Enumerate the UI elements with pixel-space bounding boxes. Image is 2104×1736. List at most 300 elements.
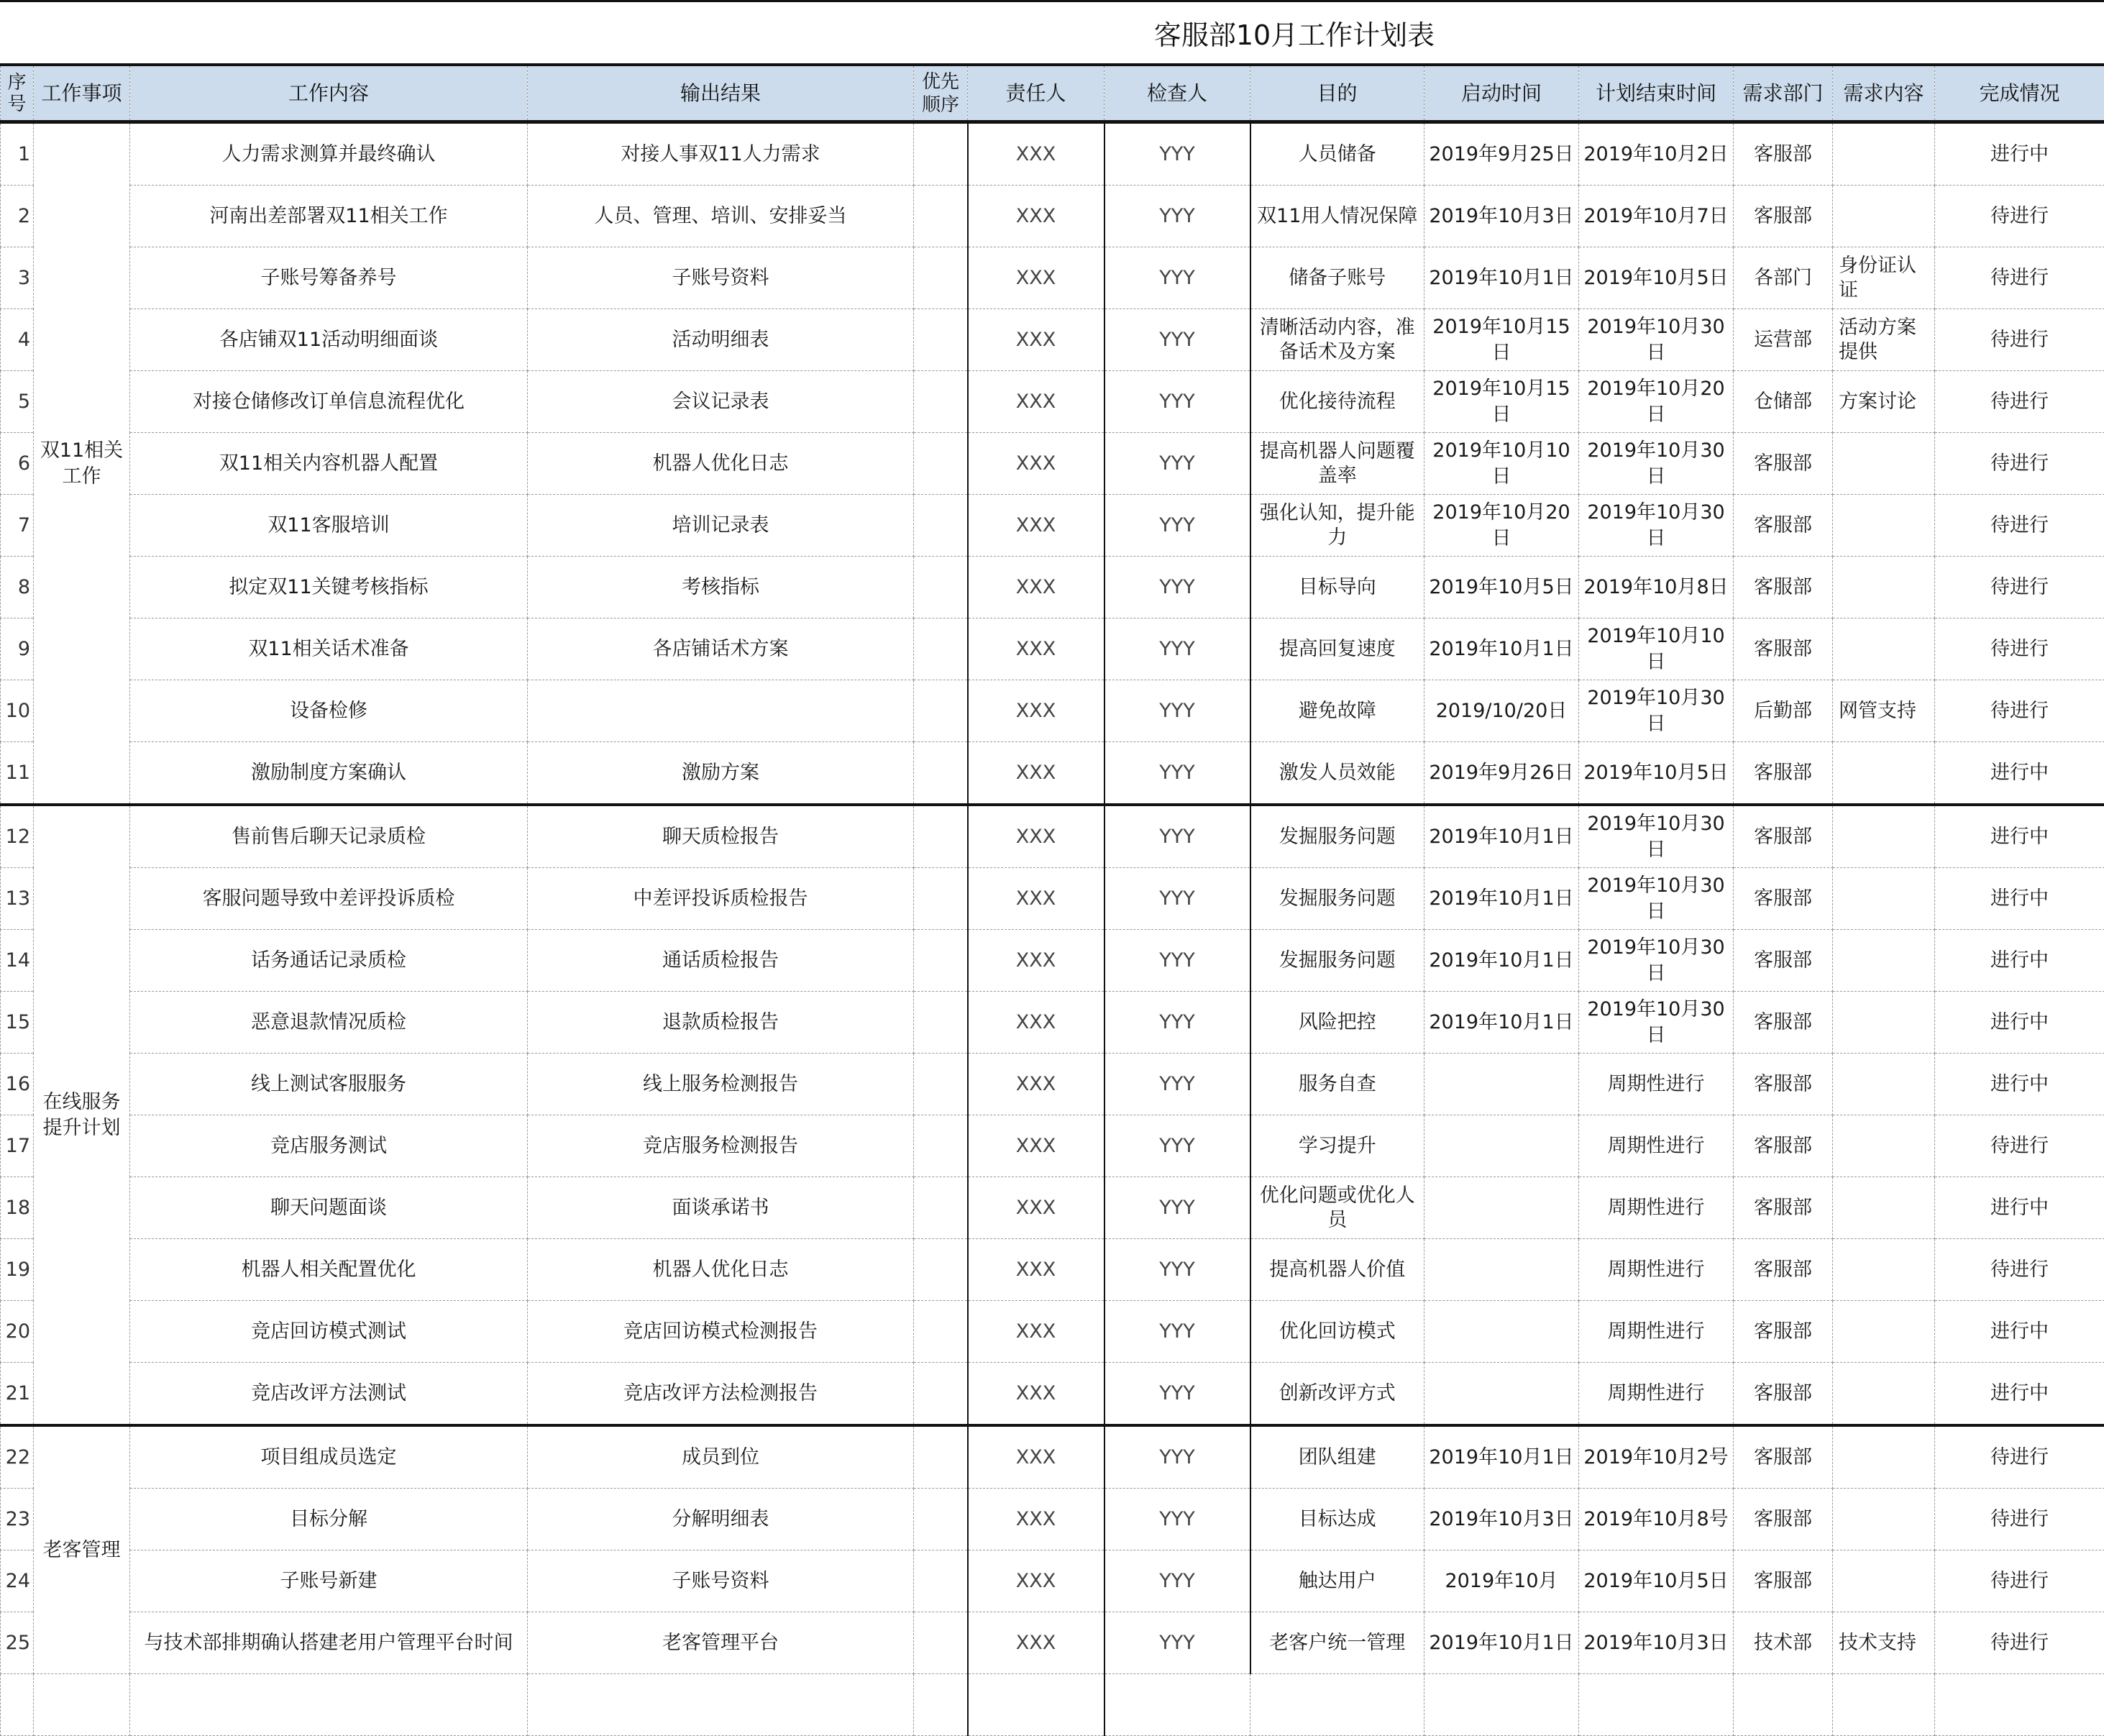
cell-checker[interactable]: YYY bbox=[1104, 1115, 1250, 1177]
cell-end[interactable]: 2019年10月30日 bbox=[1579, 495, 1734, 557]
cell-start[interactable]: 2019年10月1日 bbox=[1424, 1612, 1579, 1674]
cell-content[interactable]: 客服问题导致中差评投诉质检 bbox=[130, 868, 528, 930]
header-content[interactable]: 工作内容 bbox=[130, 65, 528, 122]
cell-start[interactable]: 2019年10月 bbox=[1424, 1550, 1579, 1612]
cell-output[interactable]: 竞店改评方法检测报告 bbox=[528, 1363, 914, 1426]
cell-status[interactable]: 待进行 bbox=[1935, 186, 2104, 247]
cell-checker[interactable]: YYY bbox=[1104, 805, 1250, 868]
header-dept[interactable]: 需求部门 bbox=[1734, 65, 1833, 122]
cell-seq[interactable]: 16 bbox=[1, 1054, 34, 1115]
cell-purpose[interactable]: 清晰活动内容，准备话术及方案 bbox=[1250, 309, 1424, 371]
cell-output[interactable]: 培训记录表 bbox=[528, 495, 914, 557]
cell-need[interactable]: 技术支持 bbox=[1833, 1612, 1935, 1674]
cell-seq[interactable]: 18 bbox=[1, 1177, 34, 1239]
cell-purpose[interactable]: 激发人员效能 bbox=[1250, 742, 1424, 805]
cell-start[interactable]: 2019年10月1日 bbox=[1424, 247, 1579, 309]
cell-status[interactable]: 待进行 bbox=[1935, 557, 2104, 618]
cell-checker[interactable]: YYY bbox=[1104, 371, 1250, 433]
cell-checker[interactable]: YYY bbox=[1104, 1612, 1250, 1674]
cell-priority[interactable] bbox=[914, 1425, 968, 1489]
cell-start[interactable]: 2019年10月10日 bbox=[1424, 433, 1579, 495]
cell-output[interactable]: 退款质检报告 bbox=[528, 992, 914, 1054]
cell-checker[interactable]: YYY bbox=[1104, 680, 1250, 742]
cell-status[interactable]: 进行中 bbox=[1935, 1177, 2104, 1239]
cell-output[interactable]: 考核指标 bbox=[528, 557, 914, 618]
cell-status[interactable]: 进行中 bbox=[1935, 805, 2104, 868]
title-row[interactable] bbox=[0, 0, 2104, 65]
cell-checker[interactable]: YYY bbox=[1104, 433, 1250, 495]
cell-start[interactable] bbox=[1424, 1363, 1579, 1426]
cell-owner[interactable]: XXX bbox=[968, 1115, 1104, 1177]
cell-need[interactable]: 身份证认证 bbox=[1833, 247, 1935, 309]
cell-priority[interactable] bbox=[914, 742, 968, 805]
header-priority[interactable]: 优先顺序 bbox=[914, 65, 968, 122]
cell-need[interactable] bbox=[1833, 805, 1935, 868]
cell-owner[interactable]: XXX bbox=[968, 1425, 1104, 1489]
cell-work-item-group[interactable]: 双11相关工作 bbox=[34, 122, 130, 805]
cell-priority[interactable] bbox=[914, 1239, 968, 1301]
cell-priority[interactable] bbox=[914, 309, 968, 371]
cell-start[interactable]: 2019年10月15日 bbox=[1424, 309, 1579, 371]
cell-checker[interactable]: YYY bbox=[1104, 186, 1250, 247]
cell-need[interactable] bbox=[1833, 1363, 1935, 1426]
cell-end[interactable]: 周期性进行 bbox=[1579, 1363, 1734, 1426]
cell-dept[interactable]: 客服部 bbox=[1734, 495, 1833, 557]
cell-content[interactable]: 竞店回访模式测试 bbox=[130, 1301, 528, 1363]
cell-content[interactable]: 恶意退款情况质检 bbox=[130, 992, 528, 1054]
cell-owner[interactable]: XXX bbox=[968, 1489, 1104, 1550]
header-item[interactable]: 工作事项 bbox=[34, 65, 130, 122]
header-seq[interactable]: 序号 bbox=[1, 65, 34, 122]
cell-empty[interactable] bbox=[1104, 1674, 1250, 1736]
cell-end[interactable]: 周期性进行 bbox=[1579, 1054, 1734, 1115]
cell-empty[interactable] bbox=[1, 1674, 34, 1736]
cell-need[interactable] bbox=[1833, 1301, 1935, 1363]
cell-seq[interactable]: 7 bbox=[1, 495, 34, 557]
cell-start[interactable] bbox=[1424, 1239, 1579, 1301]
cell-purpose[interactable]: 人员储备 bbox=[1250, 122, 1424, 186]
cell-status[interactable]: 进行中 bbox=[1935, 868, 2104, 930]
cell-seq[interactable]: 23 bbox=[1, 1489, 34, 1550]
cell-content[interactable]: 项目组成员选定 bbox=[130, 1425, 528, 1489]
cell-start[interactable]: 2019年9月25日 bbox=[1424, 122, 1579, 186]
cell-owner[interactable]: XXX bbox=[968, 930, 1104, 992]
header-start[interactable]: 启动时间 bbox=[1424, 65, 1579, 122]
cell-dept[interactable]: 运营部 bbox=[1734, 309, 1833, 371]
cell-status[interactable]: 待进行 bbox=[1935, 1612, 2104, 1674]
cell-checker[interactable]: YYY bbox=[1104, 1054, 1250, 1115]
cell-priority[interactable] bbox=[914, 1054, 968, 1115]
cell-owner[interactable]: XXX bbox=[968, 1177, 1104, 1239]
cell-end[interactable]: 2019年10月30日 bbox=[1579, 805, 1734, 868]
header-purpose[interactable]: 目的 bbox=[1250, 65, 1424, 122]
cell-dept[interactable]: 客服部 bbox=[1734, 1239, 1833, 1301]
cell-start[interactable]: 2019年10月1日 bbox=[1424, 930, 1579, 992]
cell-dept[interactable]: 后勤部 bbox=[1734, 680, 1833, 742]
cell-dept[interactable]: 客服部 bbox=[1734, 1425, 1833, 1489]
cell-purpose[interactable]: 优化问题或优化人员 bbox=[1250, 1177, 1424, 1239]
cell-need[interactable] bbox=[1833, 930, 1935, 992]
cell-purpose[interactable]: 避免故障 bbox=[1250, 680, 1424, 742]
cell-priority[interactable] bbox=[914, 868, 968, 930]
cell-owner[interactable]: XXX bbox=[968, 122, 1104, 186]
cell-dept[interactable]: 客服部 bbox=[1734, 742, 1833, 805]
cell-seq[interactable]: 21 bbox=[1, 1363, 34, 1426]
cell-seq[interactable]: 8 bbox=[1, 557, 34, 618]
cell-dept[interactable]: 仓储部 bbox=[1734, 371, 1833, 433]
cell-end[interactable]: 2019年10月30日 bbox=[1579, 680, 1734, 742]
cell-need[interactable] bbox=[1833, 1115, 1935, 1177]
cell-dept[interactable]: 客服部 bbox=[1734, 1301, 1833, 1363]
cell-checker[interactable]: YYY bbox=[1104, 1550, 1250, 1612]
cell-output[interactable]: 分解明细表 bbox=[528, 1489, 914, 1550]
cell-output[interactable]: 机器人优化日志 bbox=[528, 433, 914, 495]
cell-status[interactable]: 待进行 bbox=[1935, 309, 2104, 371]
cell-priority[interactable] bbox=[914, 805, 968, 868]
cell-checker[interactable]: YYY bbox=[1104, 309, 1250, 371]
cell-empty[interactable] bbox=[914, 1674, 968, 1736]
cell-dept[interactable]: 客服部 bbox=[1734, 992, 1833, 1054]
cell-dept[interactable]: 各部门 bbox=[1734, 247, 1833, 309]
cell-need[interactable] bbox=[1833, 1550, 1935, 1612]
cell-need[interactable]: 网管支持 bbox=[1833, 680, 1935, 742]
cell-content[interactable]: 子账号新建 bbox=[130, 1550, 528, 1612]
cell-content[interactable]: 线上测试客服服务 bbox=[130, 1054, 528, 1115]
cell-priority[interactable] bbox=[914, 1612, 968, 1674]
cell-dept[interactable]: 客服部 bbox=[1734, 1177, 1833, 1239]
cell-seq[interactable]: 13 bbox=[1, 868, 34, 930]
cell-seq[interactable]: 12 bbox=[1, 805, 34, 868]
cell-owner[interactable]: XXX bbox=[968, 805, 1104, 868]
cell-need[interactable] bbox=[1833, 495, 1935, 557]
cell-end[interactable]: 2019年10月30日 bbox=[1579, 309, 1734, 371]
cell-need[interactable]: 活动方案提供 bbox=[1833, 309, 1935, 371]
cell-start[interactable]: 2019年9月26日 bbox=[1424, 742, 1579, 805]
cell-owner[interactable]: XXX bbox=[968, 557, 1104, 618]
cell-checker[interactable]: YYY bbox=[1104, 1239, 1250, 1301]
cell-output[interactable]: 老客管理平台 bbox=[528, 1612, 914, 1674]
cell-status[interactable]: 待进行 bbox=[1935, 1425, 2104, 1489]
cell-priority[interactable] bbox=[914, 247, 968, 309]
cell-status[interactable]: 进行中 bbox=[1935, 742, 2104, 805]
cell-status[interactable]: 待进行 bbox=[1935, 618, 2104, 680]
cell-need[interactable] bbox=[1833, 742, 1935, 805]
cell-dept[interactable]: 技术部 bbox=[1734, 1612, 1833, 1674]
cell-checker[interactable]: YYY bbox=[1104, 1177, 1250, 1239]
cell-seq[interactable]: 1 bbox=[1, 122, 34, 186]
cell-purpose[interactable]: 发掘服务问题 bbox=[1250, 868, 1424, 930]
cell-output[interactable]: 会议记录表 bbox=[528, 371, 914, 433]
cell-owner[interactable]: XXX bbox=[968, 618, 1104, 680]
cell-priority[interactable] bbox=[914, 680, 968, 742]
cell-priority[interactable] bbox=[914, 930, 968, 992]
cell-need[interactable] bbox=[1833, 186, 1935, 247]
cell-dept[interactable]: 客服部 bbox=[1734, 557, 1833, 618]
cell-empty[interactable] bbox=[130, 1674, 528, 1736]
cell-output[interactable]: 成员到位 bbox=[528, 1425, 914, 1489]
cell-end[interactable]: 2019年10月20日 bbox=[1579, 371, 1734, 433]
header-status[interactable]: 完成情况 bbox=[1935, 65, 2104, 122]
cell-priority[interactable] bbox=[914, 433, 968, 495]
header-owner[interactable]: 责任人 bbox=[968, 65, 1104, 122]
cell-end[interactable]: 2019年10月30日 bbox=[1579, 433, 1734, 495]
cell-seq[interactable]: 17 bbox=[1, 1115, 34, 1177]
cell-status[interactable]: 进行中 bbox=[1935, 1301, 2104, 1363]
header-checker[interactable]: 检查人 bbox=[1104, 65, 1250, 122]
cell-empty[interactable] bbox=[968, 1674, 1104, 1736]
cell-dept[interactable]: 客服部 bbox=[1734, 930, 1833, 992]
cell-output[interactable]: 通话质检报告 bbox=[528, 930, 914, 992]
cell-dept[interactable]: 客服部 bbox=[1734, 1550, 1833, 1612]
cell-status[interactable]: 待进行 bbox=[1935, 1550, 2104, 1612]
cell-purpose[interactable]: 团队组建 bbox=[1250, 1425, 1424, 1489]
cell-content[interactable]: 设备检修 bbox=[130, 680, 528, 742]
cell-owner[interactable]: XXX bbox=[968, 1239, 1104, 1301]
cell-purpose[interactable]: 发掘服务问题 bbox=[1250, 930, 1424, 992]
cell-need[interactable] bbox=[1833, 868, 1935, 930]
cell-owner[interactable]: XXX bbox=[968, 992, 1104, 1054]
cell-dept[interactable]: 客服部 bbox=[1734, 1054, 1833, 1115]
cell-purpose[interactable]: 目标导向 bbox=[1250, 557, 1424, 618]
cell-owner[interactable]: XXX bbox=[968, 868, 1104, 930]
cell-output[interactable] bbox=[528, 680, 914, 742]
cell-output[interactable]: 人员、管理、培训、安排妥当 bbox=[528, 186, 914, 247]
cell-owner[interactable]: XXX bbox=[968, 1054, 1104, 1115]
cell-content[interactable]: 双11相关话术准备 bbox=[130, 618, 528, 680]
cell-end[interactable]: 2019年10月8号 bbox=[1579, 1489, 1734, 1550]
cell-checker[interactable]: YYY bbox=[1104, 1363, 1250, 1426]
cell-status[interactable]: 进行中 bbox=[1935, 1054, 2104, 1115]
cell-owner[interactable]: XXX bbox=[968, 433, 1104, 495]
header-output[interactable]: 输出结果 bbox=[528, 65, 914, 122]
cell-checker[interactable]: YYY bbox=[1104, 868, 1250, 930]
cell-start[interactable]: 2019年10月1日 bbox=[1424, 618, 1579, 680]
cell-priority[interactable] bbox=[914, 1489, 968, 1550]
cell-content[interactable]: 双11相关内容机器人配置 bbox=[130, 433, 528, 495]
cell-seq[interactable]: 22 bbox=[1, 1425, 34, 1489]
cell-empty[interactable] bbox=[1734, 1674, 1833, 1736]
cell-purpose[interactable]: 服务自查 bbox=[1250, 1054, 1424, 1115]
cell-owner[interactable]: XXX bbox=[968, 371, 1104, 433]
cell-start[interactable]: 2019年10月20日 bbox=[1424, 495, 1579, 557]
cell-owner[interactable]: XXX bbox=[968, 495, 1104, 557]
cell-content[interactable]: 各店铺双11活动明细面谈 bbox=[130, 309, 528, 371]
cell-content[interactable]: 机器人相关配置优化 bbox=[130, 1239, 528, 1301]
cell-output[interactable]: 机器人优化日志 bbox=[528, 1239, 914, 1301]
cell-seq[interactable]: 14 bbox=[1, 930, 34, 992]
cell-seq[interactable]: 4 bbox=[1, 309, 34, 371]
cell-checker[interactable]: YYY bbox=[1104, 992, 1250, 1054]
cell-end[interactable]: 2019年10月30日 bbox=[1579, 992, 1734, 1054]
cell-output[interactable]: 聊天质检报告 bbox=[528, 805, 914, 868]
cell-need[interactable] bbox=[1833, 1239, 1935, 1301]
cell-checker[interactable]: YYY bbox=[1104, 1301, 1250, 1363]
cell-purpose[interactable]: 发掘服务问题 bbox=[1250, 805, 1424, 868]
cell-owner[interactable]: XXX bbox=[968, 1550, 1104, 1612]
cell-start[interactable]: 2019年10月3日 bbox=[1424, 1489, 1579, 1550]
cell-owner[interactable]: XXX bbox=[968, 1612, 1104, 1674]
cell-purpose[interactable]: 提高机器人价值 bbox=[1250, 1239, 1424, 1301]
cell-start[interactable] bbox=[1424, 1301, 1579, 1363]
cell-content[interactable]: 话务通话记录质检 bbox=[130, 930, 528, 992]
cell-end[interactable]: 周期性进行 bbox=[1579, 1177, 1734, 1239]
cell-content[interactable]: 人力需求测算并最终确认 bbox=[130, 122, 528, 186]
cell-priority[interactable] bbox=[914, 992, 968, 1054]
cell-owner[interactable]: XXX bbox=[968, 1301, 1104, 1363]
cell-end[interactable]: 2019年10月30日 bbox=[1579, 868, 1734, 930]
cell-work-item-group[interactable]: 在线服务提升计划 bbox=[34, 805, 130, 1425]
cell-empty[interactable] bbox=[1833, 1674, 1935, 1736]
cell-status[interactable]: 进行中 bbox=[1935, 122, 2104, 186]
cell-priority[interactable] bbox=[914, 557, 968, 618]
cell-owner[interactable]: XXX bbox=[968, 247, 1104, 309]
cell-content[interactable]: 河南出差部署双11相关工作 bbox=[130, 186, 528, 247]
cell-status[interactable]: 待进行 bbox=[1935, 247, 2104, 309]
cell-end[interactable]: 2019年10月10日 bbox=[1579, 618, 1734, 680]
cell-output[interactable]: 活动明细表 bbox=[528, 309, 914, 371]
cell-content[interactable]: 目标分解 bbox=[130, 1489, 528, 1550]
cell-status[interactable]: 待进行 bbox=[1935, 1115, 2104, 1177]
cell-checker[interactable]: YYY bbox=[1104, 930, 1250, 992]
cell-purpose[interactable]: 强化认知，提升能力 bbox=[1250, 495, 1424, 557]
cell-priority[interactable] bbox=[914, 186, 968, 247]
cell-output[interactable]: 竞店回访模式检测报告 bbox=[528, 1301, 914, 1363]
cell-content[interactable]: 售前售后聊天记录质检 bbox=[130, 805, 528, 868]
cell-empty[interactable] bbox=[1424, 1674, 1579, 1736]
cell-output[interactable]: 各店铺话术方案 bbox=[528, 618, 914, 680]
cell-output[interactable]: 激励方案 bbox=[528, 742, 914, 805]
cell-status[interactable]: 待进行 bbox=[1935, 495, 2104, 557]
cell-seq[interactable]: 9 bbox=[1, 618, 34, 680]
cell-priority[interactable] bbox=[914, 1115, 968, 1177]
cell-checker[interactable]: YYY bbox=[1104, 495, 1250, 557]
cell-dept[interactable]: 客服部 bbox=[1734, 433, 1833, 495]
cell-priority[interactable] bbox=[914, 618, 968, 680]
cell-checker[interactable]: YYY bbox=[1104, 122, 1250, 186]
cell-output[interactable]: 线上服务检测报告 bbox=[528, 1054, 914, 1115]
cell-checker[interactable]: YYY bbox=[1104, 557, 1250, 618]
cell-end[interactable]: 2019年10月2号 bbox=[1579, 1425, 1734, 1489]
cell-need[interactable] bbox=[1833, 618, 1935, 680]
cell-checker[interactable]: YYY bbox=[1104, 742, 1250, 805]
cell-seq[interactable]: 5 bbox=[1, 371, 34, 433]
cell-end[interactable]: 2019年10月5日 bbox=[1579, 247, 1734, 309]
cell-content[interactable]: 激励制度方案确认 bbox=[130, 742, 528, 805]
cell-start[interactable]: 2019/10/20日 bbox=[1424, 680, 1579, 742]
cell-checker[interactable]: YYY bbox=[1104, 247, 1250, 309]
cell-end[interactable]: 2019年10月3日 bbox=[1579, 1612, 1734, 1674]
cell-empty[interactable] bbox=[1250, 1674, 1424, 1736]
cell-need[interactable] bbox=[1833, 122, 1935, 186]
cell-seq[interactable]: 11 bbox=[1, 742, 34, 805]
cell-end[interactable]: 2019年10月8日 bbox=[1579, 557, 1734, 618]
cell-end[interactable]: 周期性进行 bbox=[1579, 1239, 1734, 1301]
cell-dept[interactable]: 客服部 bbox=[1734, 186, 1833, 247]
cell-dept[interactable]: 客服部 bbox=[1734, 1363, 1833, 1426]
cell-content[interactable]: 与技术部排期确认搭建老用户管理平台时间 bbox=[130, 1612, 528, 1674]
cell-purpose[interactable]: 双11用人情况保障 bbox=[1250, 186, 1424, 247]
cell-purpose[interactable]: 风险把控 bbox=[1250, 992, 1424, 1054]
cell-seq[interactable]: 15 bbox=[1, 992, 34, 1054]
cell-owner[interactable]: XXX bbox=[968, 186, 1104, 247]
cell-content[interactable]: 双11客服培训 bbox=[130, 495, 528, 557]
cell-seq[interactable]: 19 bbox=[1, 1239, 34, 1301]
cell-owner[interactable]: XXX bbox=[968, 1363, 1104, 1426]
cell-end[interactable]: 2019年10月2日 bbox=[1579, 122, 1734, 186]
cell-start[interactable] bbox=[1424, 1054, 1579, 1115]
cell-seq[interactable]: 20 bbox=[1, 1301, 34, 1363]
cell-empty[interactable] bbox=[528, 1674, 914, 1736]
cell-priority[interactable] bbox=[914, 371, 968, 433]
cell-end[interactable]: 周期性进行 bbox=[1579, 1301, 1734, 1363]
cell-owner[interactable]: XXX bbox=[968, 742, 1104, 805]
cell-dept[interactable]: 客服部 bbox=[1734, 122, 1833, 186]
cell-status[interactable]: 进行中 bbox=[1935, 1363, 2104, 1426]
cell-priority[interactable] bbox=[914, 1550, 968, 1612]
cell-owner[interactable]: XXX bbox=[968, 680, 1104, 742]
cell-checker[interactable]: YYY bbox=[1104, 618, 1250, 680]
cell-start[interactable] bbox=[1424, 1115, 1579, 1177]
cell-purpose[interactable]: 老客户统一管理 bbox=[1250, 1612, 1424, 1674]
cell-start[interactable]: 2019年10月1日 bbox=[1424, 868, 1579, 930]
cell-purpose[interactable]: 目标达成 bbox=[1250, 1489, 1424, 1550]
cell-status[interactable]: 待进行 bbox=[1935, 680, 2104, 742]
cell-seq[interactable]: 24 bbox=[1, 1550, 34, 1612]
cell-end[interactable]: 2019年10月5日 bbox=[1579, 1550, 1734, 1612]
cell-purpose[interactable]: 触达用户 bbox=[1250, 1550, 1424, 1612]
cell-need[interactable] bbox=[1833, 557, 1935, 618]
cell-empty[interactable] bbox=[1935, 1674, 2104, 1736]
cell-need[interactable] bbox=[1833, 433, 1935, 495]
cell-end[interactable]: 2019年10月30日 bbox=[1579, 930, 1734, 992]
cell-checker[interactable]: YYY bbox=[1104, 1489, 1250, 1550]
cell-need[interactable]: 方案讨论 bbox=[1833, 371, 1935, 433]
header-end[interactable]: 计划结束时间 bbox=[1579, 65, 1734, 122]
cell-need[interactable] bbox=[1833, 1489, 1935, 1550]
cell-checker[interactable]: YYY bbox=[1104, 1425, 1250, 1489]
cell-content[interactable]: 聊天问题面谈 bbox=[130, 1177, 528, 1239]
cell-status[interactable]: 进行中 bbox=[1935, 992, 2104, 1054]
cell-start[interactable]: 2019年10月15日 bbox=[1424, 371, 1579, 433]
cell-end[interactable]: 2019年10月5日 bbox=[1579, 742, 1734, 805]
cell-priority[interactable] bbox=[914, 1177, 968, 1239]
cell-status[interactable]: 待进行 bbox=[1935, 371, 2104, 433]
cell-purpose[interactable]: 提高机器人问题覆盖率 bbox=[1250, 433, 1424, 495]
cell-dept[interactable]: 客服部 bbox=[1734, 1115, 1833, 1177]
cell-purpose[interactable]: 学习提升 bbox=[1250, 1115, 1424, 1177]
cell-output[interactable]: 对接人事双11人力需求 bbox=[528, 122, 914, 186]
cell-purpose[interactable]: 储备子账号 bbox=[1250, 247, 1424, 309]
cell-purpose[interactable]: 创新改评方式 bbox=[1250, 1363, 1424, 1426]
cell-need[interactable] bbox=[1833, 1177, 1935, 1239]
cell-output[interactable]: 子账号资料 bbox=[528, 1550, 914, 1612]
cell-content[interactable]: 子账号筹备养号 bbox=[130, 247, 528, 309]
cell-content[interactable]: 拟定双11关键考核指标 bbox=[130, 557, 528, 618]
cell-content[interactable]: 竞店服务测试 bbox=[130, 1115, 528, 1177]
cell-output[interactable]: 中差评投诉质检报告 bbox=[528, 868, 914, 930]
cell-owner[interactable]: XXX bbox=[968, 309, 1104, 371]
cell-empty[interactable] bbox=[1579, 1674, 1734, 1736]
cell-status[interactable]: 待进行 bbox=[1935, 1489, 2104, 1550]
cell-status[interactable]: 进行中 bbox=[1935, 930, 2104, 992]
cell-dept[interactable]: 客服部 bbox=[1734, 868, 1833, 930]
cell-start[interactable]: 2019年10月5日 bbox=[1424, 557, 1579, 618]
cell-priority[interactable] bbox=[914, 122, 968, 186]
cell-priority[interactable] bbox=[914, 495, 968, 557]
cell-output[interactable]: 面谈承诺书 bbox=[528, 1177, 914, 1239]
cell-output[interactable]: 竞店服务检测报告 bbox=[528, 1115, 914, 1177]
cell-priority[interactable] bbox=[914, 1363, 968, 1426]
